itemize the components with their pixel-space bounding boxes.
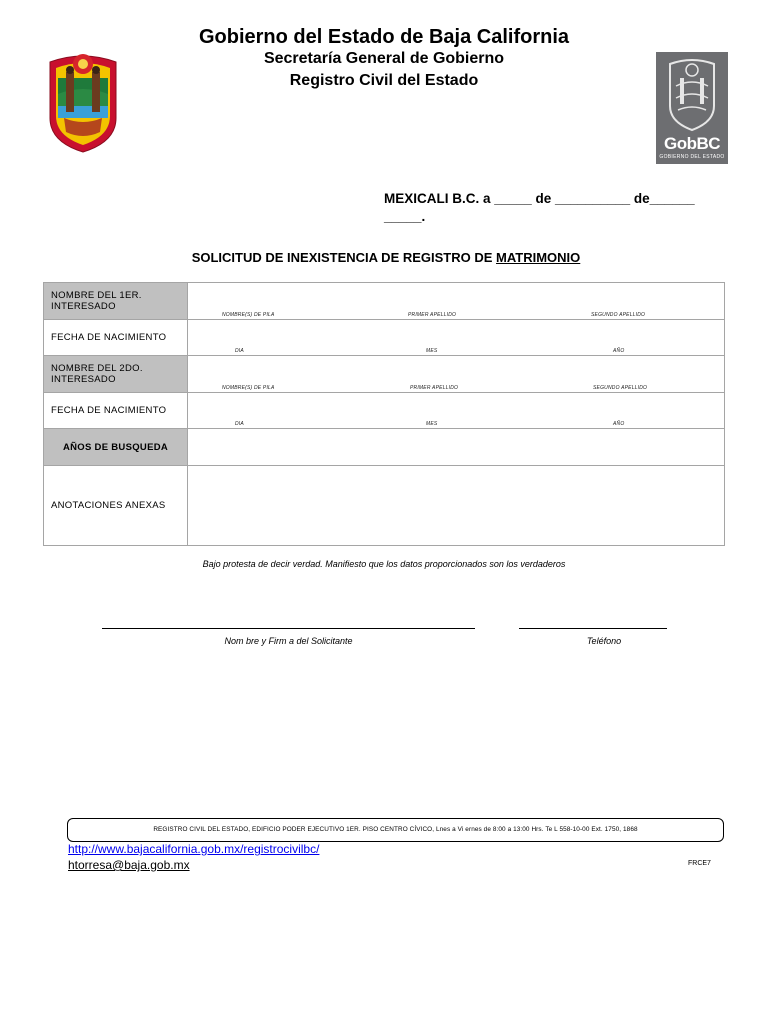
form-title [0, 250, 768, 265]
label-annotations: ANOTACIONES ANEXAS [44, 466, 188, 546]
form-code: FRCE7 [688, 860, 711, 867]
signature-label: Nom bre y Firm a del Solicitante [224, 636, 353, 646]
sublabel-day: DIA [235, 421, 244, 427]
truth-declaration: Bajo protesta de decir verdad. Manifiesto que los datos proporcionados son los verdaderos [202, 559, 566, 569]
table-row [44, 320, 725, 356]
sublabel-month: MES [426, 421, 438, 427]
label-first-interested-name: NOMBRE DEL 1ER. INTERESADO [44, 283, 188, 320]
second-interested-name-field[interactable] [188, 356, 725, 393]
label-birth-date-2: FECHA DE NACIMIENTO [44, 393, 188, 429]
label-second-interested-name: NOMBRE DEL 2DO. INTERESADO [44, 356, 188, 393]
form-title-underlined: MATRIMONIO [496, 250, 581, 265]
gobbc-logo-subtext: GOBIERNO DEL ESTADO [659, 154, 725, 160]
table-row [44, 393, 725, 429]
state-coat-of-arms-icon [44, 48, 122, 154]
gobbc-logo [656, 52, 728, 164]
footer-address: REGISTRO CIVIL DEL ESTADO, EDIFICIO PODER EJECUTIVO 1ER. PISO CENTRO CÍVICO, Lnes a Vi ernes de 8:00 a 13:00 Hrs. Te L 558-10-00 Ext. 1750, 1868 [67, 818, 724, 842]
search-years-field[interactable] [188, 429, 725, 466]
contact-email-link[interactable]: htorresa@baja.gob.mx [68, 858, 190, 872]
birth-date-2-field[interactable] [188, 393, 725, 429]
table-row [44, 356, 725, 393]
sublabel-given-name: NOMBRE(S) DE PILA [222, 385, 275, 391]
phone-label: Teléfono [586, 636, 622, 646]
sublabel-first-surname: PRIMER APELLIDO [408, 312, 457, 318]
annotations-field[interactable] [188, 466, 725, 546]
first-interested-name-field[interactable] [188, 283, 725, 320]
registry-website-link[interactable]: http://www.bajacalifornia.gob.mx/registrocivilbc/ [68, 842, 320, 856]
label-search-years: AÑOS DE BUSQUEDA [44, 429, 188, 466]
birth-date-1-field[interactable] [188, 320, 725, 356]
place-date-line: MEXICALI B.C. a _____ de __________ de______ _____. [384, 191, 695, 224]
sublabel-second-surname: SEGUNDO APELLIDO [593, 385, 648, 391]
government-title: Gobierno del Estado de Baja California [198, 26, 570, 48]
table-row [44, 283, 725, 320]
sublabel-month: MES [426, 348, 438, 354]
sublabel-given-name: NOMBRE(S) DE PILA [222, 312, 275, 318]
state-shield-icon [666, 56, 718, 132]
phone-line [519, 628, 667, 629]
gobbc-logo-text: GobBC [663, 134, 721, 153]
form-title-prefix: SOLICITUD DE INEXISTENCIA DE REGISTRO DE [191, 250, 497, 265]
registry-title: Registro Civil del Estado [289, 72, 479, 89]
sublabel-second-surname: SEGUNDO APELLIDO [591, 312, 646, 318]
request-form-table [43, 282, 725, 546]
sublabel-day: DIA [235, 348, 244, 354]
signature-line [102, 628, 475, 629]
table-row [44, 466, 725, 546]
sublabel-year: AÑO [613, 348, 625, 354]
label-birth-date-1: FECHA DE NACIMIENTO [44, 320, 188, 356]
secretariat-title: Secretaría General de Gobierno [263, 50, 505, 67]
sublabel-year: AÑO [613, 421, 625, 427]
sublabel-first-surname: PRIMER APELLIDO [410, 385, 459, 391]
table-row [44, 429, 725, 466]
